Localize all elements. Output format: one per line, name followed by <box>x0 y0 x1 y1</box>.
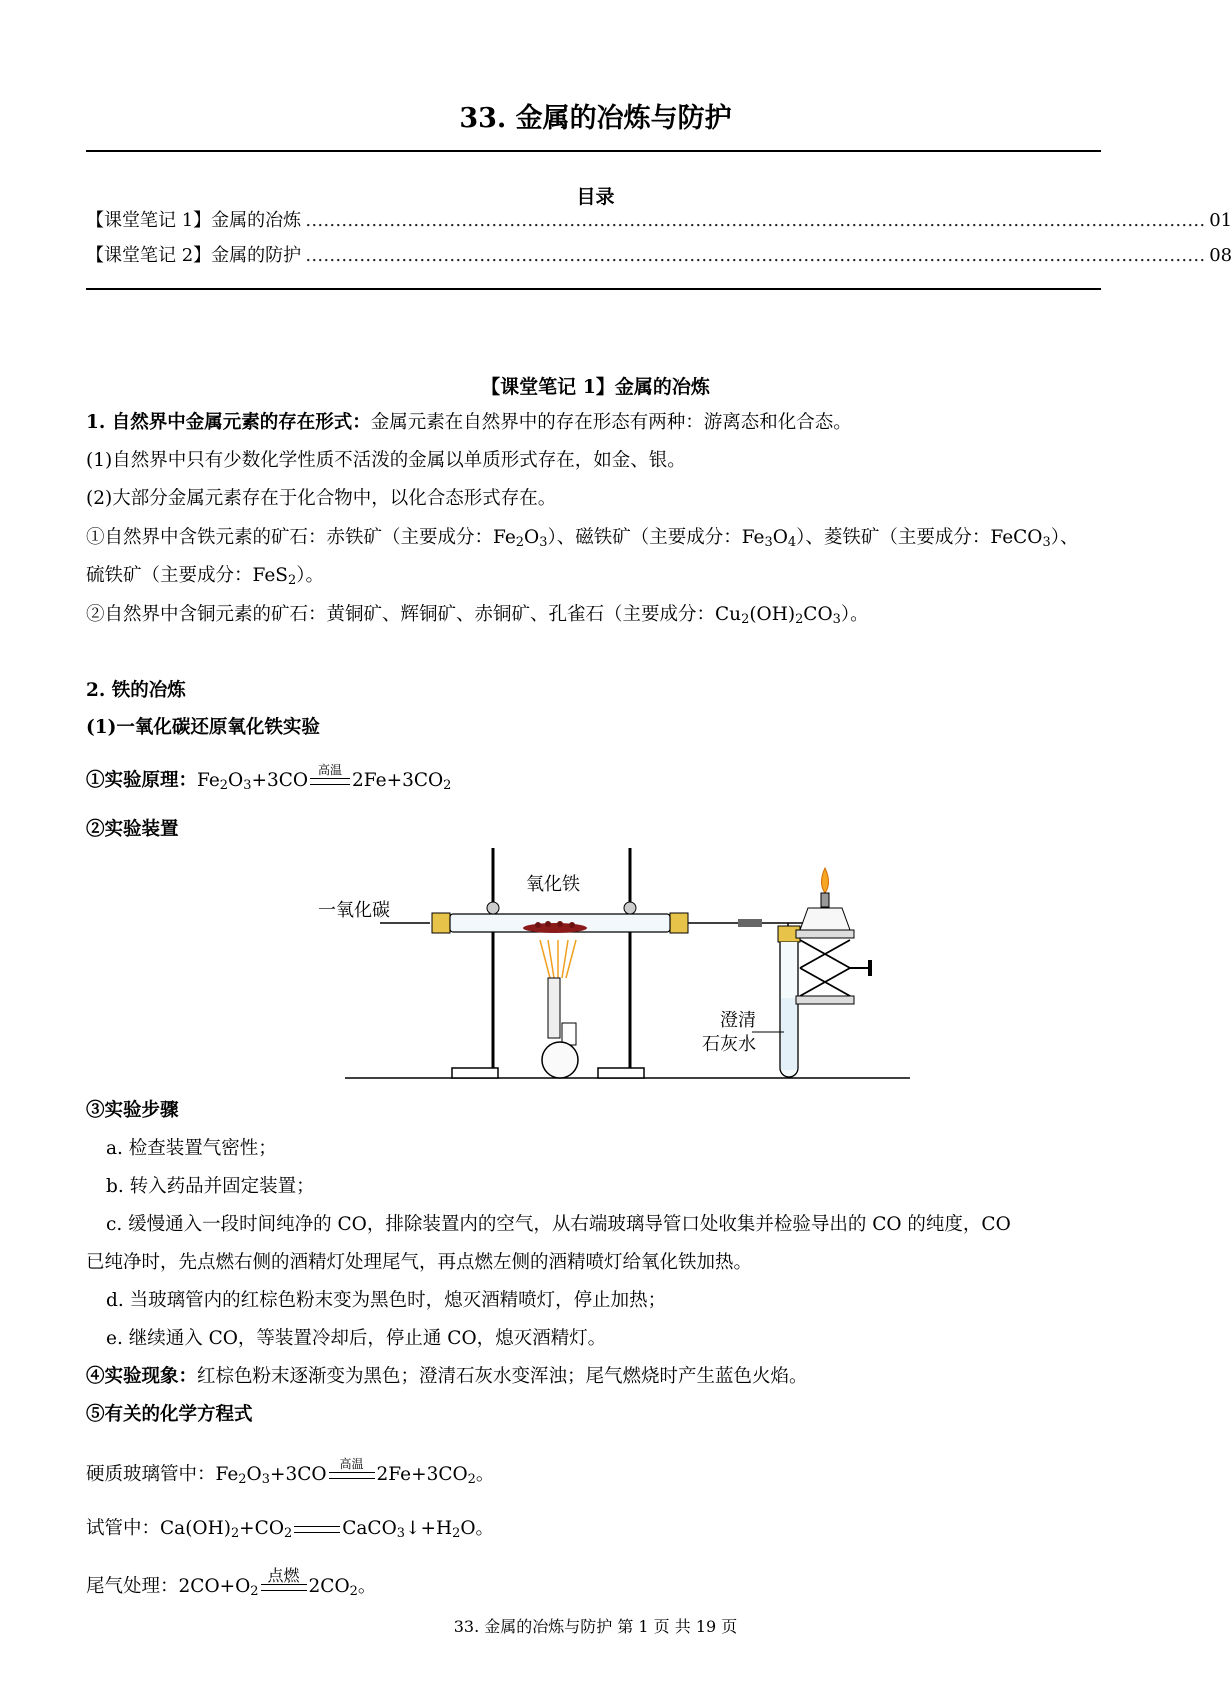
label-limewater-line1: 澄清 <box>720 1010 756 1031</box>
text-run: 硫铁矿（主要成分：FeS <box>86 565 288 586</box>
paragraph: (1)自然界中只有少数化学性质不活泼的金属以单质形式存在，如金、银。 <box>86 450 686 471</box>
blowtorch-valve <box>562 1023 576 1045</box>
step-item: a. 检查装置气密性； <box>106 1138 277 1159</box>
paragraph-copper-ores: ②自然界中含铜元素的矿石：黄铜矿、辉铜矿、赤铜矿、孔雀石（主要成分：$Cu_2(OH)_2CO_3$）。 <box>86 604 869 627</box>
step-item: c. 缓慢通入一段时间纯净的 CO，排除装置内的空气，从右端玻璃导管口处收集并检验导出的 CO 的纯度，CO <box>106 1214 1011 1235</box>
subsection-heading: (1)一氧化碳还原氧化铁实验 <box>86 717 320 738</box>
reaction-condition: 高温 <box>339 1456 364 1471</box>
reaction-condition: 点燃 <box>267 1565 300 1585</box>
equations-heading: ⑤有关的化学方程式 <box>86 1404 253 1425</box>
text-run: ）、菱铁矿（主要成分：FeCO <box>796 527 1043 548</box>
text-run: ）、 <box>1050 527 1079 548</box>
clamp <box>624 902 636 914</box>
text-run: ①自然界中含铁元素的矿石：赤铁矿（主要成分： <box>86 527 494 548</box>
equation-tail-gas: 尾气处理：$2CO+O_2$ 点燃 $2CO_2$。 <box>86 1572 376 1598</box>
stand-base <box>452 1068 498 1078</box>
paragraph: 硫铁矿（主要成分：FeS$_2$）。 <box>86 565 324 588</box>
lamp-wick <box>821 893 829 907</box>
lab-jack-scissor <box>800 940 850 996</box>
rubber-connector <box>738 919 762 927</box>
limewater <box>781 998 797 1070</box>
toc-item[interactable] <box>86 241 1232 267</box>
toc-divider <box>86 288 1101 290</box>
page-title: 33. 金属的冶炼与防护 <box>459 103 732 134</box>
toc-item-label: 【课堂笔记 1】金属的冶炼 <box>86 210 302 231</box>
left-stopper <box>432 913 450 933</box>
step-item-continued: 已纯净时，先点燃右侧的酒精灯处理尾气，再点燃左侧的酒精喷灯给氧化铁加热。 <box>86 1252 753 1273</box>
label: ①实验原理： <box>86 770 198 791</box>
blowtorch-tube <box>548 978 560 1038</box>
lab-jack-top <box>796 930 854 938</box>
top-divider <box>86 150 1101 152</box>
label-iron-oxide: 氧化铁 <box>526 874 580 895</box>
reaction-arrow <box>310 762 350 785</box>
toc-leader-dots: …………………………………………………………………………………………………………………………………… <box>305 210 1206 231</box>
toc-item-page: 01 <box>1209 210 1232 231</box>
text-run: ②自然界中含铜元素的矿石：黄铜矿、辉铜矿、赤铜矿、孔雀石（主要成分：Cu <box>86 604 742 625</box>
text-run: ）。 <box>840 604 869 625</box>
toc-item[interactable] <box>86 206 1232 232</box>
page-footer: 33. 金属的冶炼与防护 第 1 页 共 19 页 <box>453 1617 738 1636</box>
blowtorch-flask <box>542 1042 578 1078</box>
text-run: CO <box>803 604 833 625</box>
equation-hard-tube: 硬质玻璃管中：$Fe_2O_3+3CO$ 高温 $2Fe+3CO_2$。 <box>86 1456 495 1487</box>
phenomena <box>86 1362 808 1388</box>
apparatus-heading: ②实验装置 <box>86 819 179 840</box>
label-co: 一氧化碳 <box>318 900 390 921</box>
paragraph-text: 金属元素在自然界中的存在形态有两种：游离态和化合态。 <box>370 412 852 433</box>
lab-jack-base <box>796 996 854 1004</box>
toc-leader-dots: …………………………………………………………………………………………………………………………………… <box>305 245 1206 266</box>
reaction-arrow <box>329 1456 375 1479</box>
paragraph-existence <box>86 408 852 434</box>
subsection-heading: 2. 铁的冶炼 <box>86 680 186 701</box>
label: ④实验现象： <box>86 1366 198 1387</box>
toc-item-page: 08 <box>1209 245 1232 266</box>
toc-item-label: 【课堂笔记 2】金属的防护 <box>86 245 302 266</box>
phenomena-text: 红棕色粉末逐渐变为黑色；澄清石灰水变浑浊；尾气燃烧时产生蓝色火焰。 <box>197 1366 808 1387</box>
toc-heading: 目录 <box>576 186 615 208</box>
equation-label: 尾气处理： <box>86 1576 179 1597</box>
label-limewater-line2: 石灰水 <box>702 1034 756 1055</box>
reaction-condition: 高温 <box>318 762 343 777</box>
iron-oxide-powder <box>523 923 587 933</box>
paragraph: (2)大部分金属元素存在于化合物中，以化合态形式存在。 <box>86 488 557 509</box>
right-stopper <box>670 913 688 933</box>
step-item: b. 转入药品并固定装置； <box>106 1176 315 1197</box>
text-run: (OH) <box>749 604 796 625</box>
reaction-arrow <box>294 1526 340 1533</box>
burner-flame <box>540 940 576 978</box>
paragraph-heading: 1. 自然界中金属元素的存在形式： <box>86 412 371 433</box>
equation-label: 硬质玻璃管中： <box>86 1464 216 1485</box>
step-item: d. 当玻璃管内的红棕色粉末变为黑色时，熄灭酒精喷灯，停止加热； <box>106 1290 667 1311</box>
paragraph-iron-ores: ①自然界中含铁元素的矿石：赤铁矿（主要成分：$Fe_2O_3$）、磁铁矿（主要成分：$Fe_3O_4$）、菱铁矿（主要成分：FeCO$_3$）、 <box>86 527 1079 550</box>
alcohol-lamp-flame <box>822 868 829 893</box>
steps-heading: ③实验步骤 <box>86 1100 179 1121</box>
text-run: ）、磁铁矿（主要成分： <box>547 527 742 548</box>
equation-test-tube: 试管中：$Ca(OH)_2+CO_2$ $CaCO_3↓+H_2O$。 <box>86 1518 495 1541</box>
stand-base <box>598 1068 644 1078</box>
apparatus-diagram <box>318 848 920 1088</box>
reaction-arrow <box>261 1565 307 1591</box>
text-run: ）。 <box>296 565 324 586</box>
reaction-principle: ①实验原理：$Fe_2O_3+3CO$ 高温 $2Fe+3CO_2$ <box>86 762 452 793</box>
alcohol-lamp <box>800 908 850 930</box>
step-item: e. 继续通入 CO，等装置冷却后，停止通 CO，熄灭酒精灯。 <box>106 1328 607 1349</box>
section-heading: 【课堂笔记 1】金属的冶炼 <box>481 376 710 398</box>
equation-label: 试管中： <box>86 1518 161 1539</box>
clamp <box>487 902 499 914</box>
